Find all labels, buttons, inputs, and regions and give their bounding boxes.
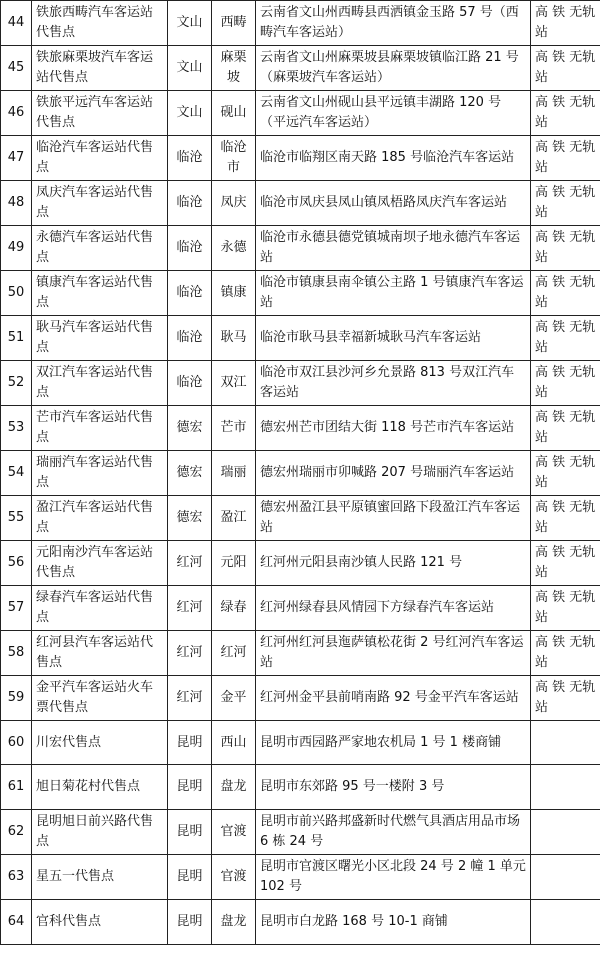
agent-name-cell: 盈江汽车客运站代售点 <box>32 496 168 541</box>
table-row <box>1 676 600 721</box>
table-row <box>1 271 600 316</box>
city-cell: 临沧 <box>168 136 212 181</box>
county-cell: 镇康 <box>212 271 256 316</box>
row-number-cell: 53 <box>1 406 32 451</box>
row-number-cell: 58 <box>1 631 32 676</box>
city-cell: 临沧 <box>168 181 212 226</box>
agent-name-cell: 川宏代售点 <box>32 721 168 765</box>
county-cell: 盘龙 <box>212 900 256 945</box>
note-cell: 高 铁 无轨站 <box>531 316 600 361</box>
address-cell: 云南省文山州西畴县西洒镇金玉路 57 号（西畴汽车客运站） <box>256 1 531 46</box>
agent-name-cell: 镇康汽车客运站代售点 <box>32 271 168 316</box>
note-cell: 高 铁 无轨站 <box>531 46 600 91</box>
city-cell: 文山 <box>168 46 212 91</box>
address-cell: 红河州红河县迤萨镇松花街 2 号红河汽车客运站 <box>256 631 531 676</box>
row-number-cell: 54 <box>1 451 32 496</box>
address-cell: 昆明市前兴路邦盛新时代燃气具酒店用品市场 6 栋 24 号 <box>256 810 531 855</box>
city-cell: 临沧 <box>168 316 212 361</box>
address-cell: 临沧市临翔区南天路 185 号临沧汽车客运站 <box>256 136 531 181</box>
county-cell: 元阳 <box>212 541 256 586</box>
note-cell: 高 铁 无轨站 <box>531 631 600 676</box>
table-row <box>1 181 600 226</box>
address-cell: 红河州绿春县风情园下方绿春汽车客运站 <box>256 586 531 631</box>
row-number-cell: 55 <box>1 496 32 541</box>
address-cell: 昆明市官渡区曙光小区北段 24 号 2 幢 1 单元 102 号 <box>256 855 531 900</box>
note-cell: 高 铁 无轨站 <box>531 541 600 586</box>
city-cell: 昆明 <box>168 810 212 855</box>
note-cell: 高 铁 无轨站 <box>531 676 600 721</box>
city-cell: 红河 <box>168 586 212 631</box>
agent-name-cell: 红河县汽车客运站代售点 <box>32 631 168 676</box>
row-number-cell: 46 <box>1 91 32 136</box>
row-number-cell: 56 <box>1 541 32 586</box>
row-number-cell: 51 <box>1 316 32 361</box>
city-cell: 德宏 <box>168 451 212 496</box>
city-cell: 昆明 <box>168 900 212 945</box>
address-cell: 红河州金平县前哨南路 92 号金平汽车客运站 <box>256 676 531 721</box>
agent-name-cell: 临沧汽车客运站代售点 <box>32 136 168 181</box>
note-cell: 高 铁 无轨站 <box>531 181 600 226</box>
county-cell: 金平 <box>212 676 256 721</box>
row-number-cell: 44 <box>1 1 32 46</box>
table-row <box>1 451 600 496</box>
address-cell: 临沧市永德县德党镇城南坝子地永德汽车客运站 <box>256 226 531 271</box>
note-cell: 高 铁 无轨站 <box>531 1 600 46</box>
agent-name-cell: 凤庆汽车客运站代售点 <box>32 181 168 226</box>
table-row <box>1 765 600 810</box>
city-cell: 红河 <box>168 631 212 676</box>
row-number-cell: 49 <box>1 226 32 271</box>
agent-name-cell: 星五一代售点 <box>32 855 168 900</box>
city-cell: 德宏 <box>168 496 212 541</box>
address-cell: 临沧市凤庆县凤山镇凤梧路凤庆汽车客运站 <box>256 181 531 226</box>
county-cell: 双江 <box>212 361 256 406</box>
agent-name-cell: 铁旅麻栗坡汽车客运站代售点 <box>32 46 168 91</box>
row-number-cell: 47 <box>1 136 32 181</box>
row-number-cell: 50 <box>1 271 32 316</box>
county-cell: 麻栗坡 <box>212 46 256 91</box>
table-row <box>1 316 600 361</box>
county-cell: 绿春 <box>212 586 256 631</box>
note-cell: 高 铁 无轨站 <box>531 406 600 451</box>
table-row <box>1 810 600 855</box>
agent-name-cell: 瑞丽汽车客运站代售点 <box>32 451 168 496</box>
note-cell: 高 铁 无轨站 <box>531 586 600 631</box>
address-cell: 临沧市耿马县幸福新城耿马汽车客运站 <box>256 316 531 361</box>
note-cell <box>531 765 600 810</box>
agent-name-cell: 旭日菊花村代售点 <box>32 765 168 810</box>
county-cell: 西畴 <box>212 1 256 46</box>
agent-name-cell: 双江汽车客运站代售点 <box>32 361 168 406</box>
city-cell: 文山 <box>168 1 212 46</box>
agent-name-cell: 铁旅平远汽车客运站代售点 <box>32 91 168 136</box>
table-row <box>1 46 600 91</box>
city-cell: 昆明 <box>168 855 212 900</box>
address-cell: 昆明市白龙路 168 号 10-1 商铺 <box>256 900 531 945</box>
note-cell: 高 铁 无轨站 <box>531 91 600 136</box>
address-cell: 昆明市西园路严家地农机局 1 号 1 楼商铺 <box>256 721 531 765</box>
city-cell: 红河 <box>168 676 212 721</box>
county-cell: 红河 <box>212 631 256 676</box>
county-cell: 临沧市 <box>212 136 256 181</box>
city-cell: 临沧 <box>168 271 212 316</box>
note-cell: 高 铁 无轨站 <box>531 496 600 541</box>
table-row <box>1 226 600 271</box>
table-row <box>1 541 600 586</box>
agent-name-cell: 芒市汽车客运站代售点 <box>32 406 168 451</box>
table-row <box>1 1 600 46</box>
county-cell: 盘龙 <box>212 765 256 810</box>
county-cell: 砚山 <box>212 91 256 136</box>
city-cell: 临沧 <box>168 226 212 271</box>
agent-name-cell: 耿马汽车客运站代售点 <box>32 316 168 361</box>
county-cell: 官渡 <box>212 810 256 855</box>
note-cell <box>531 900 600 945</box>
address-cell: 昆明市东郊路 95 号一楼附 3 号 <box>256 765 531 810</box>
table-row <box>1 900 600 945</box>
address-cell: 德宏州瑞丽市卯喊路 207 号瑞丽汽车客运站 <box>256 451 531 496</box>
row-number-cell: 63 <box>1 855 32 900</box>
table-row <box>1 136 600 181</box>
county-cell: 永德 <box>212 226 256 271</box>
county-cell: 官渡 <box>212 855 256 900</box>
county-cell: 西山 <box>212 721 256 765</box>
county-cell: 凤庆 <box>212 181 256 226</box>
county-cell: 盈江 <box>212 496 256 541</box>
row-number-cell: 62 <box>1 810 32 855</box>
note-cell: 高 铁 无轨站 <box>531 226 600 271</box>
agent-name-cell: 官科代售点 <box>32 900 168 945</box>
agent-name-cell: 铁旅西畴汽车客运站代售点 <box>32 1 168 46</box>
city-cell: 文山 <box>168 91 212 136</box>
agent-name-cell: 永德汽车客运站代售点 <box>32 226 168 271</box>
table-row <box>1 855 600 900</box>
note-cell: 高 铁 无轨站 <box>531 361 600 406</box>
address-cell: 临沧市双江县沙河乡允景路 813 号双江汽车客运站 <box>256 361 531 406</box>
note-cell <box>531 855 600 900</box>
address-cell: 云南省文山州砚山县平远镇丰湖路 120 号（平远汽车客运站） <box>256 91 531 136</box>
row-number-cell: 48 <box>1 181 32 226</box>
agent-name-cell: 昆明旭日前兴路代售点 <box>32 810 168 855</box>
row-number-cell: 52 <box>1 361 32 406</box>
agent-name-cell: 金平汽车客运站火车票代售点 <box>32 676 168 721</box>
address-cell: 云南省文山州麻栗坡县麻栗坡镇临江路 21 号（麻栗坡汽车客运站） <box>256 46 531 91</box>
county-cell: 芒市 <box>212 406 256 451</box>
table-row <box>1 91 600 136</box>
table-row <box>1 721 600 765</box>
agent-name-cell: 绿春汽车客运站代售点 <box>32 586 168 631</box>
note-cell <box>531 810 600 855</box>
address-cell: 临沧市镇康县南伞镇公主路 1 号镇康汽车客运站 <box>256 271 531 316</box>
county-cell: 耿马 <box>212 316 256 361</box>
note-cell: 高 铁 无轨站 <box>531 271 600 316</box>
county-cell: 瑞丽 <box>212 451 256 496</box>
row-number-cell: 45 <box>1 46 32 91</box>
table-row <box>1 361 600 406</box>
city-cell: 红河 <box>168 541 212 586</box>
note-cell: 高 铁 无轨站 <box>531 136 600 181</box>
table-body <box>1 1 600 945</box>
row-number-cell: 60 <box>1 721 32 765</box>
address-cell: 红河州元阳县南沙镇人民路 121 号 <box>256 541 531 586</box>
table-row <box>1 406 600 451</box>
city-cell: 临沧 <box>168 361 212 406</box>
table-row <box>1 586 600 631</box>
row-number-cell: 59 <box>1 676 32 721</box>
table-row <box>1 496 600 541</box>
city-cell: 德宏 <box>168 406 212 451</box>
address-cell: 德宏州芒市团结大街 118 号芒市汽车客运站 <box>256 406 531 451</box>
table-row <box>1 631 600 676</box>
note-cell: 高 铁 无轨站 <box>531 451 600 496</box>
city-cell: 昆明 <box>168 765 212 810</box>
row-number-cell: 64 <box>1 900 32 945</box>
row-number-cell: 61 <box>1 765 32 810</box>
row-number-cell: 57 <box>1 586 32 631</box>
note-cell <box>531 721 600 765</box>
agent-name-cell: 元阳南沙汽车客运站代售点 <box>32 541 168 586</box>
city-cell: 昆明 <box>168 721 212 765</box>
address-cell: 德宏州盈江县平原镇蜜回路下段盈江汽车客运站 <box>256 496 531 541</box>
